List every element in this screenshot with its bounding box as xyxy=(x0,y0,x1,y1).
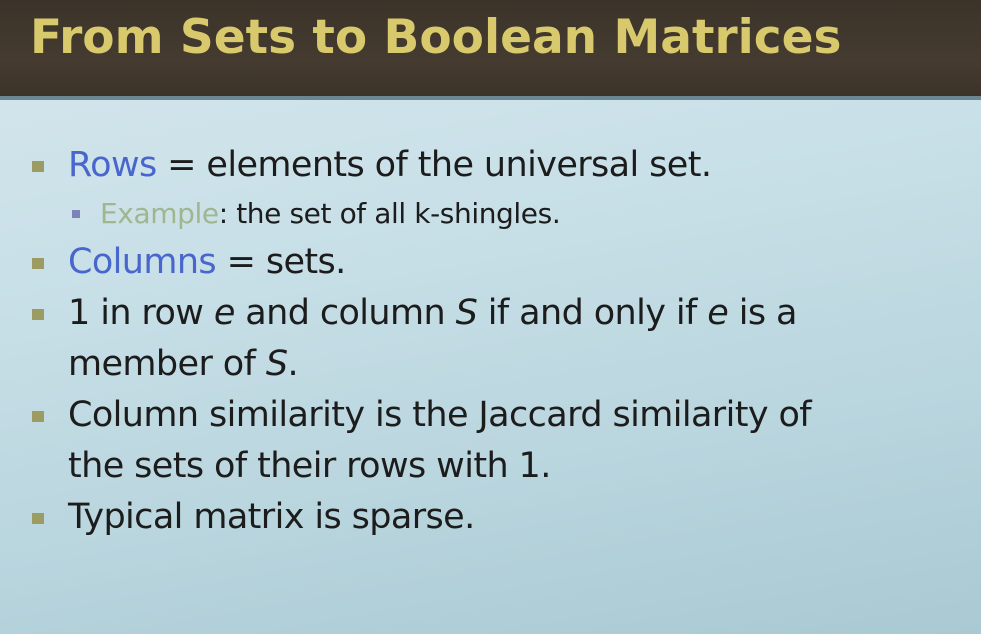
membership-part4: is a xyxy=(728,293,797,333)
similarity-line1: Column similarity is the Jaccard similarity of xyxy=(68,395,812,435)
membership-var-e: e xyxy=(213,293,235,333)
bullet-columns xyxy=(30,237,960,288)
membership-var-e2: e xyxy=(707,293,729,333)
membership-part2: and column xyxy=(234,293,456,333)
bullet-marker-icon xyxy=(32,411,44,422)
bullet-membership xyxy=(30,288,960,390)
columns-term: Columns xyxy=(68,242,217,282)
membership-part1: 1 in row xyxy=(68,293,214,333)
columns-text: = sets. xyxy=(216,242,346,282)
title-bar xyxy=(0,0,981,100)
sparse-text: Typical matrix is sparse. xyxy=(68,497,475,537)
bullet-sparse xyxy=(30,492,960,543)
bullet-list xyxy=(30,140,960,543)
bullet-marker-icon xyxy=(32,258,44,269)
membership-line2-var-s: S xyxy=(265,344,288,384)
bullet-rows xyxy=(30,140,960,191)
bullet-marker-icon xyxy=(32,513,44,524)
membership-var-s: S xyxy=(455,293,478,333)
example-term: Example xyxy=(100,197,219,230)
title-divider xyxy=(0,96,981,100)
rows-term: Rows xyxy=(68,145,157,185)
slide-title: From Sets to Boolean Matrices xyxy=(30,10,842,65)
bullet-marker-icon xyxy=(32,161,44,172)
rows-text: = elements of the universal set. xyxy=(156,145,712,185)
sub-bullet-example xyxy=(30,191,960,237)
membership-line2-part1: member of xyxy=(68,344,266,384)
similarity-line2: the sets of their rows with 1. xyxy=(68,446,551,486)
bullet-marker-icon xyxy=(32,309,44,320)
sub-bullet-marker-icon xyxy=(72,210,80,218)
bullet-similarity xyxy=(30,390,960,492)
membership-line2-part2: . xyxy=(287,344,299,384)
example-text: : the set of all k-shingles. xyxy=(218,197,561,230)
membership-part3: if and only if xyxy=(477,293,708,333)
